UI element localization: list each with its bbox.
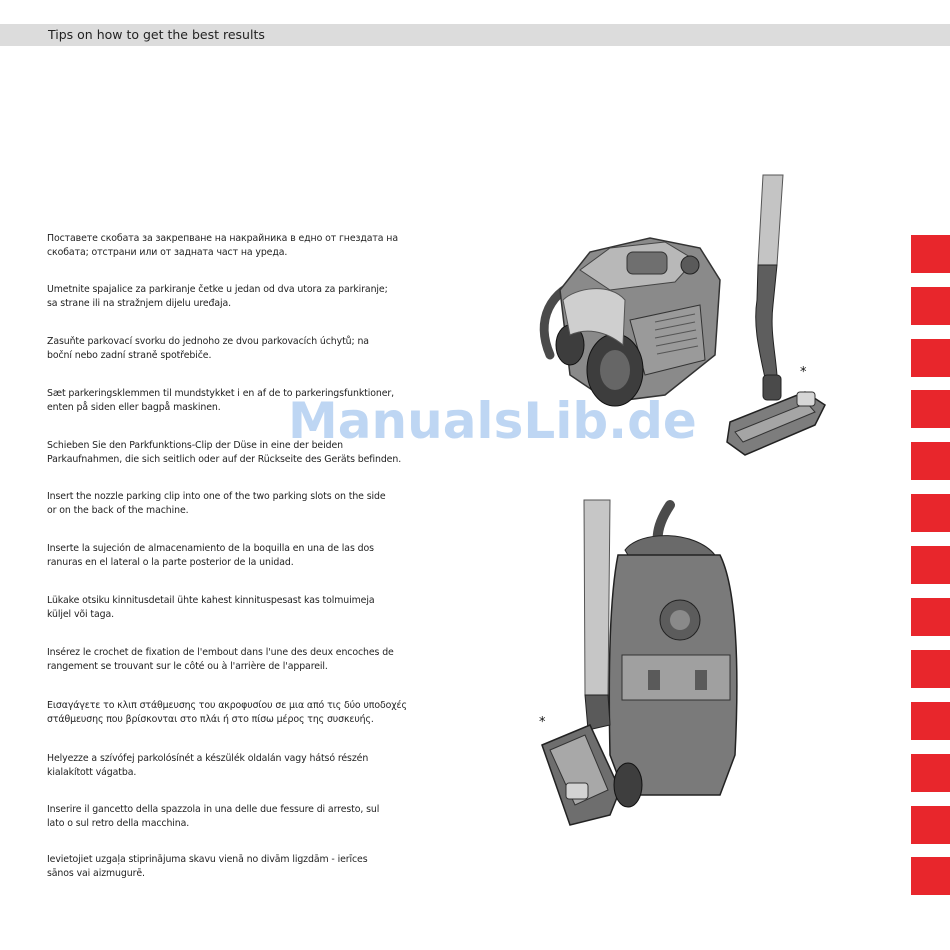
section-tab[interactable]	[911, 339, 950, 377]
paragraph-hr	[47, 283, 407, 311]
paragraph-line: Parkaufnahmen, die sich seitlich oder auf der Rückseite des Geräts befinden.	[47, 454, 402, 465]
section-tab[interactable]	[911, 287, 950, 325]
paragraph-line: Schieben Sie den Parkfunktions-Clip der Düse in eine der beiden	[47, 440, 343, 451]
paragraph-cs	[47, 335, 407, 363]
paragraph-el	[47, 699, 417, 727]
section-tab[interactable]	[911, 442, 950, 480]
paragraph-line: скобата; отстрани или от задната част на уреда.	[47, 247, 288, 258]
section-tab[interactable]	[911, 650, 950, 688]
paragraph-line: sānos vai aizmugurē.	[47, 868, 145, 879]
note-marker-top: *	[800, 365, 807, 380]
paragraph-et	[47, 594, 407, 622]
paragraph-line: rangement se trouvant sur le côté ou à l'arrière de l'appareil.	[47, 661, 328, 672]
section-tab[interactable]	[911, 754, 950, 792]
section-tab[interactable]	[911, 390, 950, 428]
paragraph-line: lato o sul retro della macchina.	[47, 818, 190, 829]
paragraph-fr	[47, 646, 407, 674]
note-marker-bottom: *	[539, 715, 546, 730]
section-tab[interactable]	[911, 806, 950, 844]
paragraph-line: στάθμευσης που βρίσκονται στο πλάι ή στο πίσω μέρος της συσκευής.	[47, 714, 374, 725]
paragraph-line: Zasuňte parkovací svorku do jednoho ze dvou parkovacích úchytů; na	[47, 336, 369, 347]
paragraph-line: ranuras en el lateral o la parte posterior de la unidad.	[47, 557, 294, 568]
paragraph-es	[47, 542, 407, 570]
paragraph-line: Εισαγάγετε το κλιπ στάθμευσης του ακροφυσίου σε μια από τις δύο υποδοχές	[47, 700, 407, 711]
paragraph-en	[47, 490, 407, 518]
section-tab[interactable]	[911, 494, 950, 532]
paragraph-bg	[47, 232, 407, 260]
paragraph-line: Insert the nozzle parking clip into one of the two parking slots on the side	[47, 491, 386, 502]
paragraph-line: kialakított vágatba.	[47, 767, 137, 778]
watermark: ManualsLib.de	[288, 392, 697, 450]
paragraph-line: Ievietojiet uzgaļa stiprinājuma skavu vienā no divām ligzdām - ierīces	[47, 854, 368, 865]
paragraph-lv	[47, 853, 407, 881]
paragraph-line: or on the back of the machine.	[47, 505, 189, 516]
paragraph-line: küljel või taga.	[47, 609, 115, 620]
section-tab[interactable]	[911, 702, 950, 740]
paragraph-line: sa strane ili na stražnjem dijelu uređaja.	[47, 298, 232, 309]
header-bar	[0, 24, 950, 46]
paragraph-it	[47, 803, 407, 831]
paragraph-hu	[47, 752, 407, 780]
section-tab[interactable]	[911, 857, 950, 895]
paragraph-line: Helyezze a szívófej parkolósínét a készülék oldalán vagy hátsó részén	[47, 753, 369, 764]
section-tab[interactable]	[911, 235, 950, 273]
paragraph-line: Lükake otsiku kinnitusdetail ühte kahest kinnituspesast kas tolmuimeja	[47, 595, 375, 606]
section-tab[interactable]	[911, 598, 950, 636]
paragraph-line: Insérez le crochet de fixation de l'embout dans l'une des deux encoches de	[47, 647, 394, 658]
paragraph-line: Inserire il gancetto della spazzola in una delle due fessure di arresto, sul	[47, 804, 380, 815]
paragraph-line: boční nebo zadní straně spotřebiče.	[47, 350, 212, 361]
paragraph-line: Inserte la sujeción de almacenamiento de la boquilla en una de las dos	[47, 543, 374, 554]
paragraph-line: enten på siden eller bagpå maskinen.	[47, 402, 221, 413]
vacuum-back-parking-illustration	[530, 495, 790, 840]
section-tab[interactable]	[911, 546, 950, 584]
paragraph-line: Umetnite spajalice za parkiranje četke u jedan od dva utora za parkiranje;	[47, 284, 388, 295]
paragraph-line: Sæt parkeringsklemmen til mundstykket i en af de to parkeringsfunktioner,	[47, 388, 395, 399]
paragraph-line: Поставете скобата за закрепване на накрайника в едно от гнездата на	[47, 233, 398, 244]
page-title: Tips on how to get the best results	[48, 27, 265, 42]
